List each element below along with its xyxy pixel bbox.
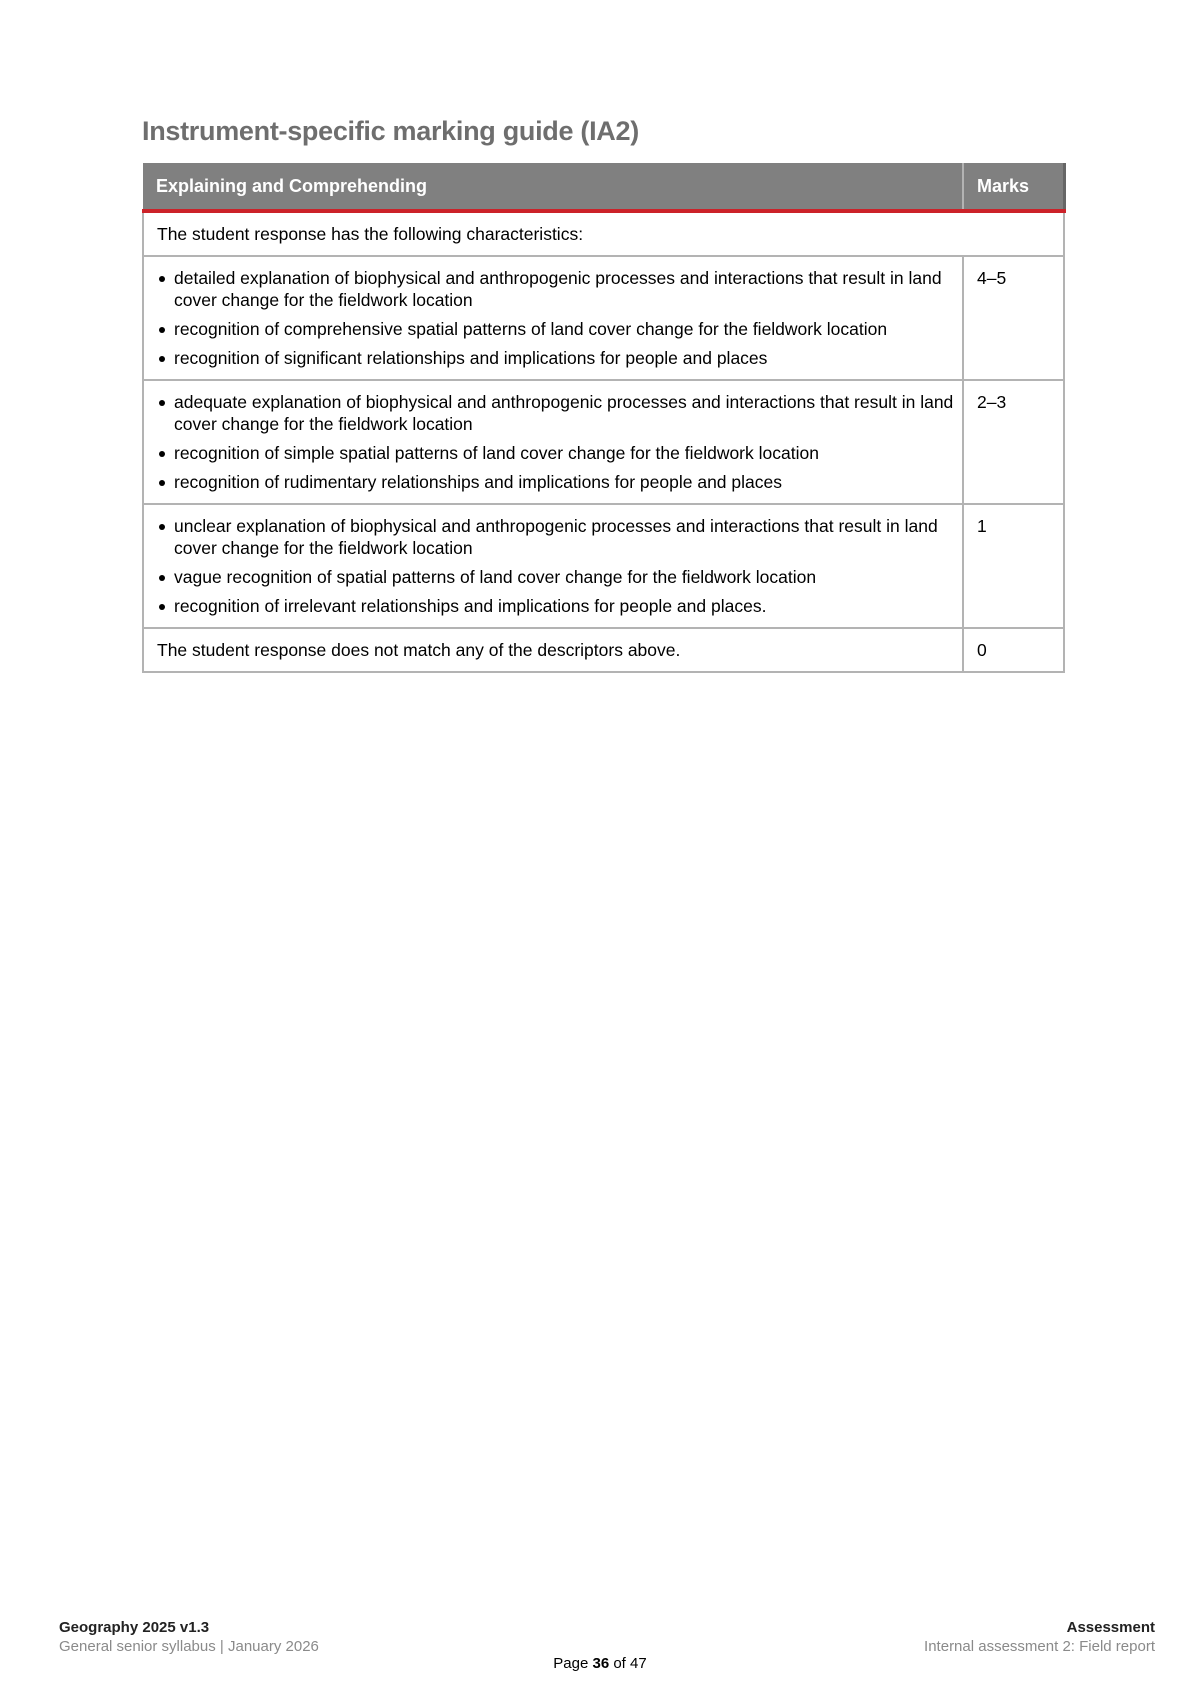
intro-text: The student response has the following characteristics: xyxy=(143,211,1064,256)
marking-guide-table xyxy=(142,163,1066,673)
footer-right xyxy=(924,1618,1155,1656)
list-item: unclear explanation of biophysical and anthropogenic processes and interactions that result in land cover change for the fieldwork location xyxy=(157,515,954,559)
footer-section-subtitle: Internal assessment 2: Field report xyxy=(924,1638,1155,1655)
page-number xyxy=(0,1655,1200,1672)
list-item: recognition of rudimentary relationships and implications for people and places xyxy=(157,471,954,493)
marks-cell: 0 xyxy=(963,628,1064,672)
intro-row xyxy=(143,211,1064,256)
table-row xyxy=(143,256,1064,380)
footer-syllabus-subtitle: General senior syllabus | January 2026 xyxy=(59,1638,319,1655)
page-prefix: Page xyxy=(553,1655,593,1672)
footer-left xyxy=(59,1618,319,1656)
criteria-cell xyxy=(143,504,963,628)
criteria-list xyxy=(157,515,954,617)
list-item: vague recognition of spatial patterns of land cover change for the fieldwork location xyxy=(157,566,954,588)
list-item: recognition of significant relationships and implications for people and places xyxy=(157,347,954,369)
table-header-row xyxy=(143,163,1064,211)
final-row xyxy=(143,628,1064,672)
table-row xyxy=(143,380,1064,504)
page-title: Instrument-specific marking guide (IA2) xyxy=(142,116,639,146)
final-text: The student response does not match any of the descriptors above. xyxy=(143,628,963,672)
page-suffix: of 47 xyxy=(609,1655,647,1672)
marks-header: Marks xyxy=(963,163,1064,211)
criterion-header: Explaining and Comprehending xyxy=(143,163,963,211)
marks-cell: 1 xyxy=(963,504,1064,628)
list-item: detailed explanation of biophysical and anthropogenic processes and interactions that result in land cover change for the fieldwork location xyxy=(157,267,954,311)
marks-cell: 4–5 xyxy=(963,256,1064,380)
footer-syllabus-title: Geography 2025 v1.3 xyxy=(59,1619,210,1636)
criteria-list xyxy=(157,391,954,493)
list-item: adequate explanation of biophysical and anthropogenic processes and interactions that result in land cover change for the fieldwork location xyxy=(157,391,954,435)
table-row xyxy=(143,504,1064,628)
list-item: recognition of irrelevant relationships and implications for people and places. xyxy=(157,595,954,617)
criteria-list xyxy=(157,267,954,369)
criteria-cell xyxy=(143,256,963,380)
list-item: recognition of simple spatial patterns of land cover change for the fieldwork location xyxy=(157,442,954,464)
criteria-cell xyxy=(143,380,963,504)
page-current: 36 xyxy=(592,1655,610,1672)
marks-cell: 2–3 xyxy=(963,380,1064,504)
list-item: recognition of comprehensive spatial patterns of land cover change for the fieldwork location xyxy=(157,318,954,340)
footer-section-title: Assessment xyxy=(1066,1619,1155,1636)
